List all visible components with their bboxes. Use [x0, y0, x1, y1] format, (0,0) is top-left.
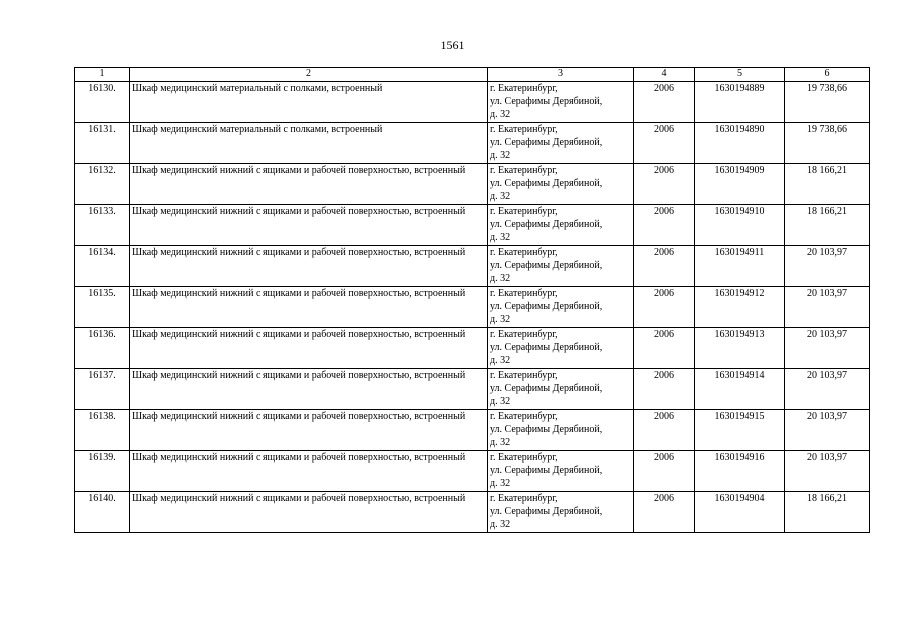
item-address [488, 451, 634, 492]
row-number: 16137. [75, 369, 130, 410]
item-cost: 20 103,97 [785, 246, 870, 287]
item-year: 2006 [634, 246, 695, 287]
item-year: 2006 [634, 328, 695, 369]
item-address [488, 410, 634, 451]
item-inventory-number: 1630194889 [695, 82, 785, 123]
item-name: Шкаф медицинский нижний с ящиками и рабочей поверхностью, встроенный [130, 246, 488, 287]
item-cost: 19 738,66 [785, 82, 870, 123]
address-line: ул. Серафимы Дерябиной, [490, 465, 603, 476]
item-year: 2006 [634, 451, 695, 492]
address-line: ул. Серафимы Дерябиной, [490, 260, 603, 271]
page-number: 1561 [440, 38, 465, 52]
address-line: д. 32 [490, 109, 511, 120]
item-inventory-number: 1630194890 [695, 123, 785, 164]
address-line: ул. Серафимы Дерябиной, [490, 424, 603, 435]
address-line: г. Екатеринбург, [490, 206, 558, 217]
row-number: 16132. [75, 164, 130, 205]
address-line: г. Екатеринбург, [490, 124, 558, 135]
address-line: ул. Серафимы Дерябиной, [490, 219, 603, 230]
table-header [75, 68, 870, 82]
address-line: ул. Серафимы Дерябиной, [490, 383, 603, 394]
address-line: ул. Серафимы Дерябиной, [490, 137, 603, 148]
item-inventory-number: 1630194916 [695, 451, 785, 492]
address-line: д. 32 [490, 273, 511, 284]
column-header-4: 4 [634, 68, 695, 82]
item-name: Шкаф медицинский нижний с ящиками и рабочей поверхностью, встроенный [130, 287, 488, 328]
item-year: 2006 [634, 410, 695, 451]
column-header-6: 6 [785, 68, 870, 82]
item-name: Шкаф медицинский материальный с полками, встроенный [130, 82, 488, 123]
address-line: д. 32 [490, 355, 511, 366]
item-year: 2006 [634, 123, 695, 164]
item-inventory-number: 1630194915 [695, 410, 785, 451]
address-line: д. 32 [490, 437, 511, 448]
address-line: г. Екатеринбург, [490, 411, 558, 422]
item-cost: 19 738,66 [785, 123, 870, 164]
item-year: 2006 [634, 369, 695, 410]
address-line: д. 32 [490, 150, 511, 161]
address-line: ул. Серафимы Дерябиной, [490, 342, 603, 353]
item-inventory-number: 1630194913 [695, 328, 785, 369]
item-inventory-number: 1630194904 [695, 492, 785, 533]
address-line: ул. Серафимы Дерябиной, [490, 506, 603, 517]
address-line: ул. Серафимы Дерябиной, [490, 96, 603, 107]
row-number: 16130. [75, 82, 130, 123]
item-address [488, 328, 634, 369]
address-line: д. 32 [490, 232, 511, 243]
table-row [75, 164, 870, 205]
item-name: Шкаф медицинский нижний с ящиками и рабочей поверхностью, встроенный [130, 492, 488, 533]
address-line: г. Екатеринбург, [490, 493, 558, 504]
row-number: 16133. [75, 205, 130, 246]
item-name: Шкаф медицинский нижний с ящиками и рабочей поверхностью, встроенный [130, 410, 488, 451]
table-row [75, 123, 870, 164]
address-line: г. Екатеринбург, [490, 247, 558, 258]
table-row [75, 82, 870, 123]
address-line: д. 32 [490, 191, 511, 202]
item-address [488, 246, 634, 287]
item-address [488, 369, 634, 410]
property-registry-table [74, 67, 870, 533]
item-cost: 18 166,21 [785, 205, 870, 246]
item-cost: 20 103,97 [785, 410, 870, 451]
address-line: г. Екатеринбург, [490, 452, 558, 463]
table-row [75, 287, 870, 328]
row-number: 16135. [75, 287, 130, 328]
item-name: Шкаф медицинский нижний с ящиками и рабочей поверхностью, встроенный [130, 369, 488, 410]
item-cost: 20 103,97 [785, 451, 870, 492]
row-number: 16140. [75, 492, 130, 533]
address-line: ул. Серафимы Дерябиной, [490, 301, 603, 312]
item-cost: 20 103,97 [785, 328, 870, 369]
column-header-2: 2 [130, 68, 488, 82]
column-header-1: 1 [75, 68, 130, 82]
table-body [75, 82, 870, 533]
address-line: д. 32 [490, 396, 511, 407]
table-row [75, 410, 870, 451]
row-number: 16138. [75, 410, 130, 451]
row-number: 16139. [75, 451, 130, 492]
item-address [488, 492, 634, 533]
table-row [75, 451, 870, 492]
address-line: ул. Серафимы Дерябиной, [490, 178, 603, 189]
item-cost: 20 103,97 [785, 369, 870, 410]
item-name: Шкаф медицинский нижний с ящиками и рабочей поверхностью, встроенный [130, 451, 488, 492]
address-line: д. 32 [490, 314, 511, 325]
item-name: Шкаф медицинский материальный с полками, встроенный [130, 123, 488, 164]
item-name: Шкаф медицинский нижний с ящиками и рабочей поверхностью, встроенный [130, 164, 488, 205]
item-year: 2006 [634, 287, 695, 328]
item-address [488, 82, 634, 123]
item-inventory-number: 1630194909 [695, 164, 785, 205]
table-row [75, 205, 870, 246]
address-line: г. Екатеринбург, [490, 370, 558, 381]
address-line: г. Екатеринбург, [490, 83, 558, 94]
item-address [488, 123, 634, 164]
column-header-3: 3 [488, 68, 634, 82]
item-inventory-number: 1630194914 [695, 369, 785, 410]
item-year: 2006 [634, 492, 695, 533]
item-inventory-number: 1630194912 [695, 287, 785, 328]
address-line: д. 32 [490, 478, 511, 489]
item-address [488, 205, 634, 246]
row-number: 16136. [75, 328, 130, 369]
address-line: г. Екатеринбург, [490, 165, 558, 176]
item-year: 2006 [634, 205, 695, 246]
item-year: 2006 [634, 164, 695, 205]
item-name: Шкаф медицинский нижний с ящиками и рабочей поверхностью, встроенный [130, 205, 488, 246]
address-line: г. Екатеринбург, [490, 288, 558, 299]
header-row [75, 68, 870, 82]
column-header-5: 5 [695, 68, 785, 82]
item-cost: 18 166,21 [785, 164, 870, 205]
row-number: 16134. [75, 246, 130, 287]
item-cost: 18 166,21 [785, 492, 870, 533]
table-row [75, 492, 870, 533]
item-name: Шкаф медицинский нижний с ящиками и рабочей поверхностью, встроенный [130, 328, 488, 369]
address-line: г. Екатеринбург, [490, 329, 558, 340]
item-year: 2006 [634, 82, 695, 123]
table-row [75, 246, 870, 287]
row-number: 16131. [75, 123, 130, 164]
item-inventory-number: 1630194911 [695, 246, 785, 287]
address-line: д. 32 [490, 519, 511, 530]
item-address [488, 287, 634, 328]
item-address [488, 164, 634, 205]
item-cost: 20 103,97 [785, 287, 870, 328]
table-row [75, 328, 870, 369]
table-row [75, 369, 870, 410]
item-inventory-number: 1630194910 [695, 205, 785, 246]
